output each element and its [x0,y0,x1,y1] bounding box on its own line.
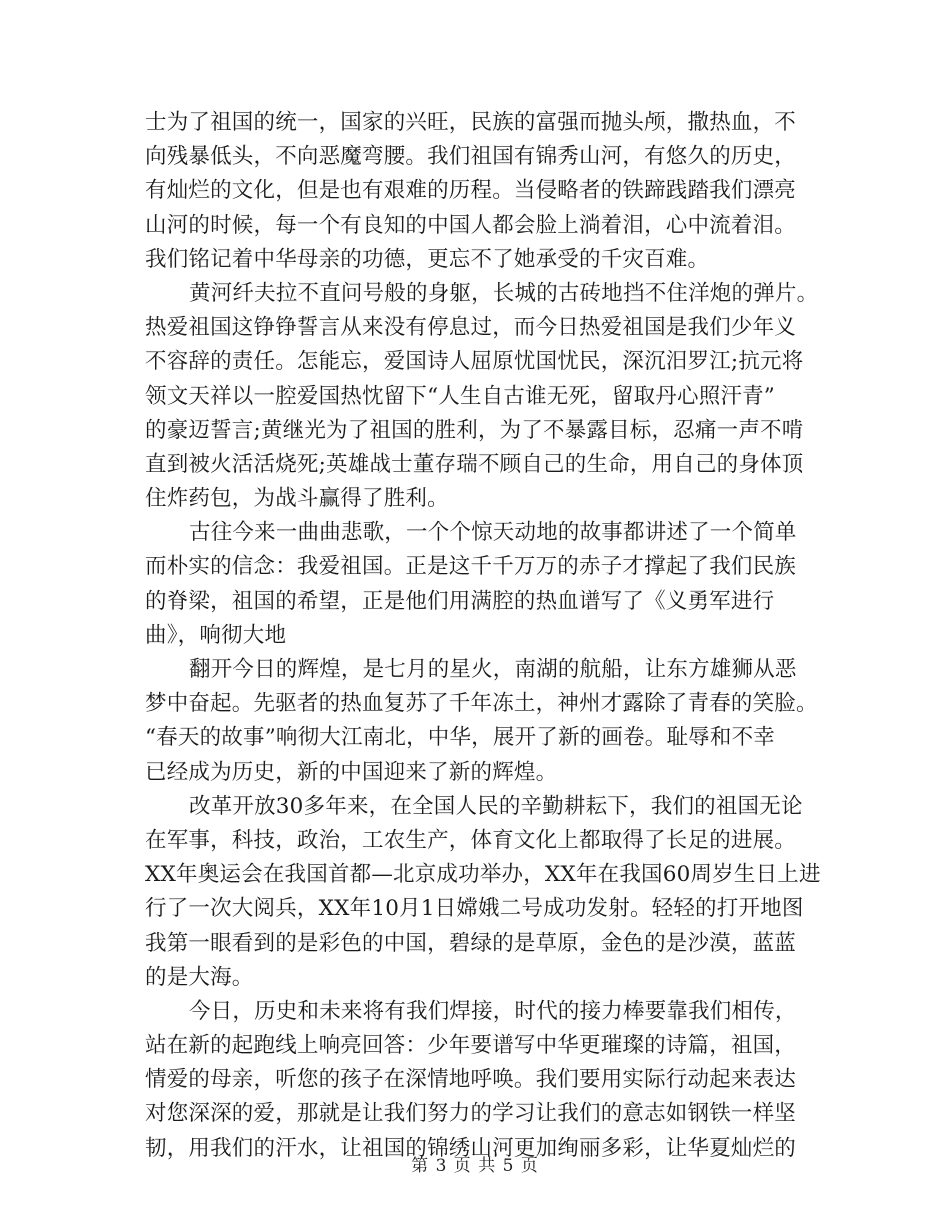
text-line: 曲》，响彻大地 [145,622,287,648]
paragraph-start-line: 翻开今日的辉煌，是七月的星火，南湖的航船，让东方雄狮从恶 [189,657,797,682]
text-line: 住炸药包，为战斗赢得了胜利。 [145,486,449,512]
page-number-footer: 第 3 页 共 5 页 [411,1156,539,1176]
text-line: XX年奥运会在我国首都—北京成功举办，XX年在我国60周岁生日上进 [145,862,821,888]
text-line: 热爱祖国这铮铮誓言从来没有停息过，而今日热爱祖国是我们少年义 [145,315,797,341]
paragraph-start-line: 改革开放30多年来，在全国人民的辛勤耕耘下，我们的祖国无论 [189,793,803,819]
text-line: “春天的故事”响彻大江南北，中华，展开了新的画卷。耻辱和不幸 [145,725,775,751]
text-line: 的是大海。 [145,964,254,990]
text-line: 的豪迈誓言;黄继光为了祖国的胜利，为了不暴露目标，忍痛一声不啃 [145,417,804,443]
text-line: 向残暴低头，不向恶魔弯腰。我们祖国有锦秀山河，有悠久的历史， [145,144,797,170]
paragraph-start-line: 今日，历史和未来将有我们焊接，时代的接力棒要靠我们相传， [189,998,797,1024]
text-line: 我们铭记着中华母亲的功德，更忘不了她承受的千灾百难。 [145,246,710,272]
paragraph-start-line: 黄河纤夫拉不直问号般的身躯，长城的古砖地挡不住洋炮的弹片。 [189,280,819,306]
text-line: 有灿烂的文化，但是也有艰难的历程。当侵略者的铁蹄践踏我们漂亮 [145,178,797,204]
text-line: 士为了祖国的统一，国家的兴旺，民族的富强而抛头颅，撒热血，不 [145,110,797,135]
paragraph-start-line: 古往今来一曲曲悲歌，一个个惊天动地的故事都讲述了一个简单 [189,520,797,546]
text-line: 对您深深的爱，那就是让我们努力的学习让我们的意志如钢铁一样坚 [145,1101,797,1127]
text-line: 山河的时候，每一个有良知的中国人都会脸上淌着泪，心中流着泪。 [145,212,797,238]
text-line: 不容辞的责任。怎能忘，爱国诗人屈原忧国忧民，深沉汨罗江;抗元将 [145,349,804,375]
text-line: 站在新的起跑线上响亮回答：少年要谱写中华更璀璨的诗篇，祖国， [145,1033,797,1059]
text-line: 的脊梁，祖国的希望，正是他们用满腔的热血谱写了《义勇军进行 [145,588,775,614]
text-line: 梦中奋起。先驱者的热血复苏了千年冻土，神州才露除了青春的笑脸。 [145,691,818,717]
text-line: 情爱的母亲，听您的孩子在深情地呼唤。我们要用实际行动起来表达 [145,1067,797,1093]
text-line: 行了一次大阅兵，XX年10月1日嫦娥二号成功发射。轻轻的打开地图 [145,896,804,922]
text-line: 在军事，科技，政治，工农生产，体育文化上都取得了长足的进展。 [145,827,797,853]
text-line: 已经成为历史，新的中国迎来了新的辉煌。 [145,759,558,785]
text-line: 领文天祥以一腔爱国热忱留下“人生自古谁无死，留取丹心照汗青” [145,383,775,409]
text-line: 而朴实的信念：我爱祖国。正是这千千万万的赤子才撑起了我们民族 [145,554,797,580]
text-line: 直到被火活活烧死;英雄战士董存瑞不顾自己的生命，用自己的身体顶 [145,451,804,477]
text-line: 韧，用我们的汗水，让祖国的锦绣山河更加绚丽多彩，让华夏灿烂的 [145,1135,797,1161]
text-line: 我第一眼看到的是彩色的中国，碧绿的是草原，金色的是沙漠，蓝蓝 [145,930,797,956]
document-body [145,106,825,1166]
